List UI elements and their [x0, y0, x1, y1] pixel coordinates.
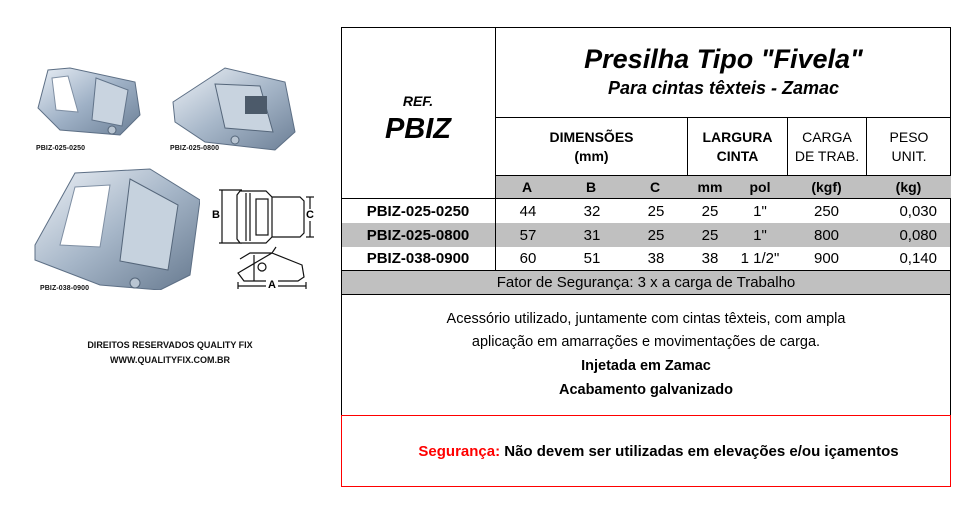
- header-largura-label: LARGURA: [702, 128, 773, 145]
- product-label-pbiz-025-0800: PBIZ-025-0800: [170, 145, 220, 152]
- row-kgf: 900: [813, 250, 840, 267]
- table-row: [341, 199, 951, 223]
- row-a: 44: [519, 202, 537, 220]
- table-row: [342, 223, 950, 247]
- page-title: Presilha Tipo "Fivela": [584, 44, 863, 74]
- product-label-pbiz-025-0250: PBIZ-025-0250: [36, 145, 86, 152]
- header-dimensoes-label: DIMENSÕES: [549, 128, 634, 145]
- row-code: PBIZ-025-0800: [366, 226, 470, 244]
- spec-table: [341, 27, 951, 487]
- row-mm: 25: [701, 226, 719, 244]
- code-column-divider-row2: [495, 223, 496, 247]
- dimension-label-b: B: [212, 209, 220, 221]
- ref-label: REF.: [402, 93, 434, 109]
- row-b: 51: [583, 250, 601, 267]
- row-a: 60: [519, 250, 537, 267]
- header-peso-label: PESO: [889, 128, 929, 145]
- page-subtitle: Para cintas têxteis - Zamac: [607, 78, 840, 98]
- header-carga-label2: DE TRAB.: [794, 147, 860, 164]
- row-c: 25: [647, 226, 665, 244]
- safety-warning-label: Segurança:: [418, 442, 501, 460]
- safety-factor-row: Fator de Segurança: 3 x a carga de Trabalho: [342, 270, 950, 294]
- unit-a: A: [521, 178, 533, 195]
- row-mm: 25: [701, 202, 719, 220]
- credits-website: WWW.QUALITYFIX.COM.BR: [110, 355, 230, 365]
- row-a: 57: [519, 226, 537, 244]
- header-cinta-label: CINTA: [716, 147, 759, 164]
- row-b: 32: [583, 202, 601, 220]
- product-photo-pbiz-025-0800: [165, 62, 300, 152]
- credits-rights: DIREITOS RESERVADOS QUALITY FIX: [87, 340, 253, 350]
- header-peso: [866, 117, 951, 175]
- row-mm: 38: [701, 250, 719, 267]
- unit-mm: mm: [697, 178, 723, 195]
- table-row: [341, 247, 951, 270]
- row-pol: 1": [753, 202, 767, 220]
- safety-warning-box: [341, 415, 951, 487]
- unit-c: C: [649, 178, 661, 195]
- header-carga-label: CARGA: [802, 128, 852, 145]
- dimension-label-a: A: [268, 279, 276, 291]
- unit-b: B: [585, 178, 597, 195]
- description-line-2: aplicação em amarrações e movimentações de carga.: [471, 334, 821, 350]
- unit-kgf: (kgf): [811, 178, 842, 195]
- row-c: 25: [647, 202, 665, 220]
- header-dimensoes: [495, 117, 687, 175]
- row-code: PBIZ-038-0900: [366, 250, 470, 267]
- header-largura: [687, 117, 787, 175]
- title-cell: [495, 27, 951, 117]
- row-b: 31: [583, 226, 601, 244]
- unit-pol: pol: [749, 178, 771, 195]
- header-peso-label2: UNIT.: [891, 147, 927, 164]
- row-kg: 0,140: [899, 250, 937, 267]
- description-block: [341, 294, 951, 415]
- ref-code: PBIZ: [384, 113, 452, 145]
- dimension-label-c: C: [306, 209, 314, 221]
- row-c: 38: [647, 250, 665, 267]
- description-line-1: Acessório utilizado, juntamente com cintas têxteis, com ampla: [446, 311, 846, 327]
- description-finish: Acabamento galvanizado: [558, 382, 734, 398]
- product-photo-pbiz-025-0250: [30, 60, 145, 140]
- safety-warning-text: Não devem ser utilizadas em elevações e/ou içamentos: [500, 442, 899, 460]
- description-material: Injetada em Zamac: [581, 358, 711, 374]
- row-kgf: 800: [813, 226, 840, 244]
- header-dimensoes-unit: (mm): [574, 147, 609, 164]
- row-kgf: 250: [813, 202, 840, 220]
- row-pol: 1 1/2": [740, 250, 780, 267]
- row-kg: 0,030: [899, 202, 937, 220]
- product-label-pbiz-038-0900: PBIZ-038-0900: [40, 285, 90, 292]
- row-code: PBIZ-025-0250: [366, 202, 470, 220]
- unit-kg: (kg): [895, 178, 922, 195]
- header-carga: [787, 117, 866, 175]
- row-pol: 1": [753, 226, 767, 244]
- row-kg: 0,080: [899, 226, 937, 244]
- ref-cell: [341, 27, 495, 198]
- dimension-diagram: [210, 185, 320, 290]
- product-photo-pbiz-038-0900: [30, 165, 200, 290]
